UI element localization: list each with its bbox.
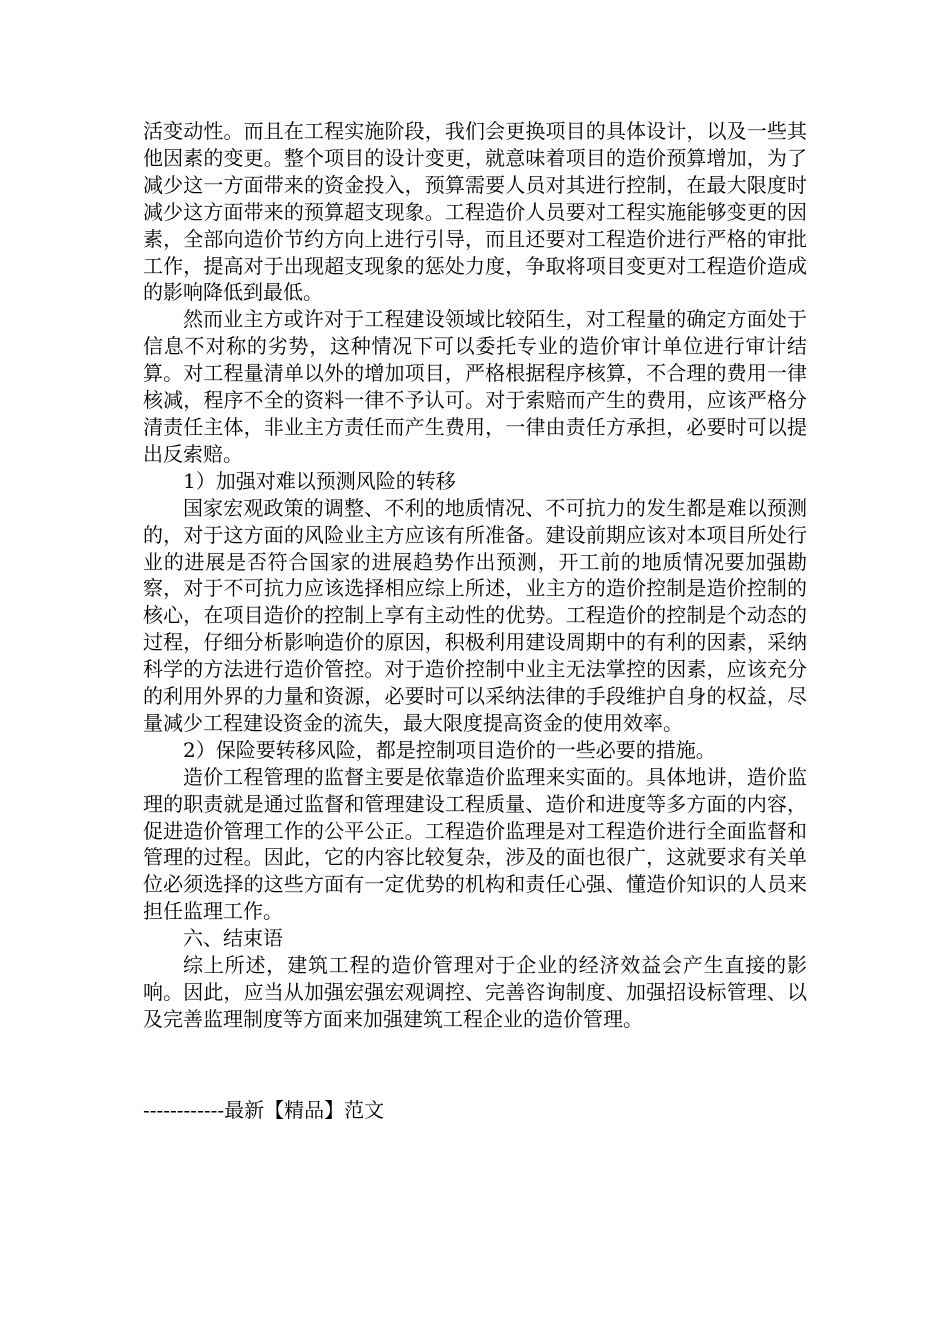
paragraph-policy-risk: 国家宏观政策的调整、不利的地质情况、不可抗力的发生都是难以预测的，对于这方面的风险业主方应该有所准备。建设前期应该对本项目所处行业的进展是否符合国家的进展趋势作出预测，开工前的地质情况要加强勘察，对于不可抗力应该选择相应综上所述，业主方的造价控制是造价控制的核心，在项目造价的控制上享有主动性的优势。工程造价的控制是个动态的过程，仔细分析影响造价的原因，积极利用建设周期中的有利的因素，采纳科学的方法进行造价管控。对于造价控制中业主无法掌控的因素，应该充分的利用外界的力量和资源，必要时可以采纳法律的手段维护自身的权益，尽量减少工程建设资金的流失，最大限度提高资金的使用效率。	[143, 495, 807, 735]
paragraph-design-change: 活变动性。而且在工程实施阶段，我们会更换项目的具体设计，以及一些其他因素的变更。整个项目的设计变更，就意味着项目的造价预算增加，为了减少这一方面带来的资金投入，预算需要人员对其进行控制，在最大限度时减少这方面带来的预算超支现象。工程造价人员要对工程实施能够变更的因素，全部向造价节约方向上进行引导，而且还要对工程造价进行严格的审批工作，提高对于出现超支现象的惩处力度，争取将项目变更对工程造价造成的影响降低到最低。	[143, 119, 807, 305]
heading-insurance: 2）保险要转移风险，都是控制项目造价的一些必要的措施。	[183, 737, 716, 762]
paragraph-supervision: 造价工程管理的监督主要是依靠造价监理来实面的。具体地讲，造价监理的职责就是通过监督和管理建设工程质量、造价和进度等多方面的内容，促进造价管理工作的公平公正。工程造价监理是对工程造价进行全面监督和管理的过程。因此，它的内容比较复杂，涉及的面也很广，这就要求有关单位必须选择的这些方面有一定优势的机构和责任心强、懂造价知识的人员来担任监理工作。	[143, 764, 807, 924]
footer-tagline: ------------最新【精品】范文	[143, 1098, 385, 1122]
document-body	[143, 118, 807, 1033]
heading-risk-transfer: 1）加强对难以预测风险的转移	[183, 468, 456, 493]
paragraph-owner-audit: 然而业主方或许对于工程建设领域比较陌生，对工程量的确定方面处于信息不对称的劣势，这种情况下可以委托专业的造价审计单位进行审计结算。对工程量清单以外的增加项目，严格根据程序核算，不合理的费用一律核减，程序不全的资料一律不予认可。对于索赔而产生的费用，应该严格分清责任主体，非业主方责任而产生费用，一律由责任方承担，必要时可以提出反索赔。	[143, 307, 807, 466]
heading-conclusion: 六、结束语	[183, 926, 283, 951]
paragraph-conclusion: 综上所述，建筑工程的造价管理对于企业的经济效益会产生直接的影响。因此，应当从加强宏强宏观调控、完善咨询制度、加强招设标管理、以及完善监理制度等方面来加强建筑工程企业的造价管理。	[143, 953, 807, 1031]
